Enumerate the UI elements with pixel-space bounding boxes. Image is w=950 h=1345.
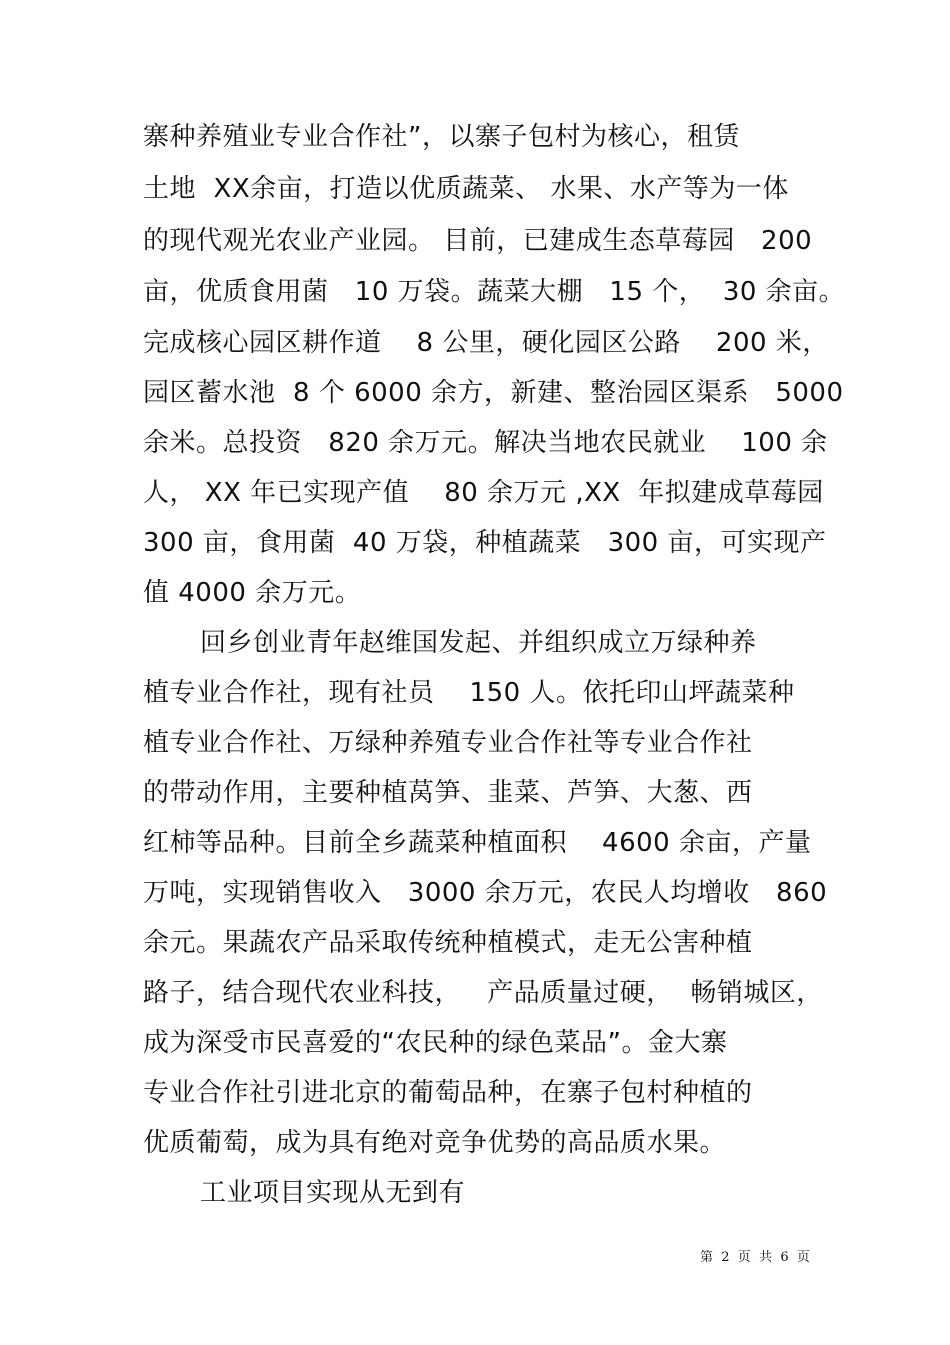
text-line: 园区蓄水池 8 个 6000 余方，新建、整治园区渠系 5000 xyxy=(143,378,844,408)
text-line: 300 亩，食用菌 40 万袋，种植蔬菜 300 亩，可实现产 xyxy=(143,528,827,558)
text-line: 完成核心园区耕作道 8 公里，硬化园区公路 200 米， xyxy=(143,328,829,358)
section-heading: 工业项目实现从无到有 xyxy=(200,1178,466,1208)
text-line: 专业合作社引进北京的葡萄品种，在寨子包村种植的 xyxy=(143,1078,753,1108)
text-line: 寨种养殖业专业合作社”，以寨子包村为核心，租赁 xyxy=(143,122,740,152)
page-number-footer: 第 2 页 共 6 页 xyxy=(700,1250,810,1265)
text-line: 路子，结合现代农业科技， 产品质量过硬， 畅销城区， xyxy=(143,978,823,1008)
text-line: 余米。总投资 820 余万元。解决当地农民就业 100 余 xyxy=(143,428,828,458)
text-line: 亩，优质食用菌 10 万袋。蔬菜大棚 15 个， 30 余亩。 xyxy=(143,277,846,307)
text-line: 成为深受市民喜爱的“农民种的绿色菜品”。金大寨 xyxy=(143,1028,728,1058)
text-line: 余元。果蔬农产品采取传统种植模式，走无公害种植 xyxy=(143,928,753,958)
text-line: 植专业合作社，现有社员 150 人。依托印山坪蔬菜种 xyxy=(143,678,795,708)
text-line: 万吨，实现销售收入 3000 余万元，农民人均增收 860 xyxy=(143,878,828,908)
text-line: 的现代观光农业产业园。 目前，已建成生态草莓园 200 xyxy=(143,226,813,256)
text-line: 人， XX 年已实现产值 80 余万元 ,XX 年拟建成草莓园 xyxy=(143,478,824,508)
text-line: 的带动作用，主要种植莴笋、韭菜、芦笋、大葱、西 xyxy=(143,778,753,808)
text-line: 植专业合作社、万绿种养殖专业合作社等专业合作社 xyxy=(143,728,753,758)
text-line: 土地 XX余亩，打造以优质蔬菜、 水果、水产等为一体 xyxy=(143,174,789,204)
text-line: 值 4000 余万元。 xyxy=(143,578,362,608)
text-line: 优质葡萄，成为具有绝对竞争优势的高品质水果。 xyxy=(143,1128,727,1158)
paragraph-first-line: 回乡创业青年赵维国发起、并组织成立万绿种养 xyxy=(200,628,757,658)
text-line: 红柿等品种。目前全乡蔬菜种植面积 4600 余亩，产量 xyxy=(143,828,812,858)
